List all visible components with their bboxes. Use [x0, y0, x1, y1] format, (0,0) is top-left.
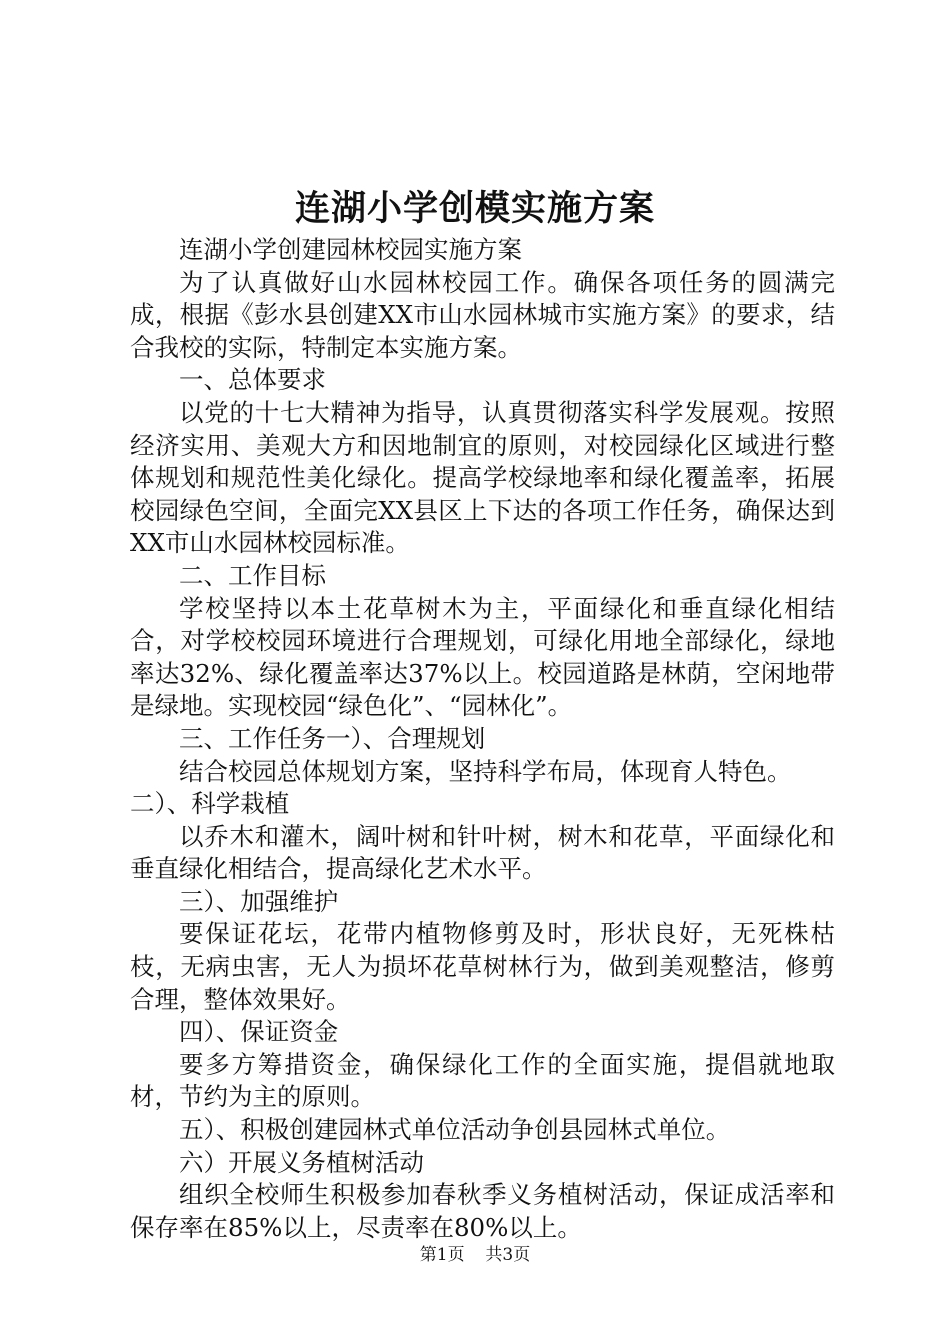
section-heading-work-tasks: 三、工作任务一）、合理规划: [179, 723, 486, 753]
page-total: 共3页: [485, 1245, 531, 1265]
page-footer: [0, 1243, 950, 1267]
maintenance-paragraph: 要保证花坛，花带内植物修剪及时，形状良好，无死株枯枝，无病虫害，无人为损坏花草树林行为，做到美观整洁，修剪合理，整体效果好。: [130, 919, 835, 1014]
document-title: 连湖小学创模实施方案: [294, 188, 655, 229]
intro-paragraph: 为了认真做好山水园林校园工作。确保各项任务的圆满完成，根据《彭水县创建XX市山水园林城市实施方案》的要求，结合我校的实际，特制定本实施方案。: [130, 267, 835, 362]
subheading-garden-unit: 五）、积极创建园林式单位活动争创县园林式单位。: [179, 1115, 731, 1145]
section-heading-general-requirements: 一、总体要求: [179, 365, 326, 395]
funding-paragraph: 要多方筹措资金，确保绿化工作的全面实施，提倡就地取材，节约为主的原则。: [130, 1049, 835, 1112]
tree-planting-paragraph: 组织全校师生积极参加春秋季义务植树活动，保证成活率和保存率在85%以上，尽责率在80%以上。: [130, 1180, 835, 1242]
general-requirements-paragraph: 以党的十七大精神为指导，认真贯彻落实科学发展观。按照经济实用、美观大方和因地制宜的原则，对校园绿化区域进行整体规划和规范性美化绿化。提高学校绿地率和绿化覆盖率，拓展校园绿色空间，全面完XX县区上下达的各项工作任务，确保达到XX市山水园林校园标准。: [130, 397, 835, 558]
page-number: 第1页: [419, 1245, 465, 1265]
reasonable-planning-paragraph: 结合校园总体规划方案，坚持科学布局，体现育人特色。: [179, 756, 792, 786]
subtitle-paragraph: 连湖小学创建园林校园实施方案: [179, 235, 522, 264]
subheading-funding: 四）、保证资金: [179, 1017, 339, 1047]
document-body: [130, 234, 835, 1244]
work-goals-paragraph: 学校坚持以本土花草树木为主，平面绿化和垂直绿化相结合，对学校校园环境进行合理规划，可绿化用地全部绿化，绿地率达32%、绿化覆盖率达37%以上。校园道路是林荫，空闲地带是绿地。实现校园“绿色化”、“园林化”。: [130, 593, 835, 721]
scientific-planting-paragraph: 以乔木和灌木，阔叶树和针叶树，树木和花草，平面绿化和垂直绿化相结合，提高绿化艺术水平。: [130, 821, 835, 884]
subheading-scientific-planting: 二）、科学栽植: [130, 789, 290, 819]
section-heading-work-goals: 二、工作目标: [179, 560, 326, 590]
subheading-maintenance: 三）、加强维护: [179, 886, 339, 916]
subheading-tree-planting: 六）开展义务植树活动: [179, 1147, 424, 1177]
